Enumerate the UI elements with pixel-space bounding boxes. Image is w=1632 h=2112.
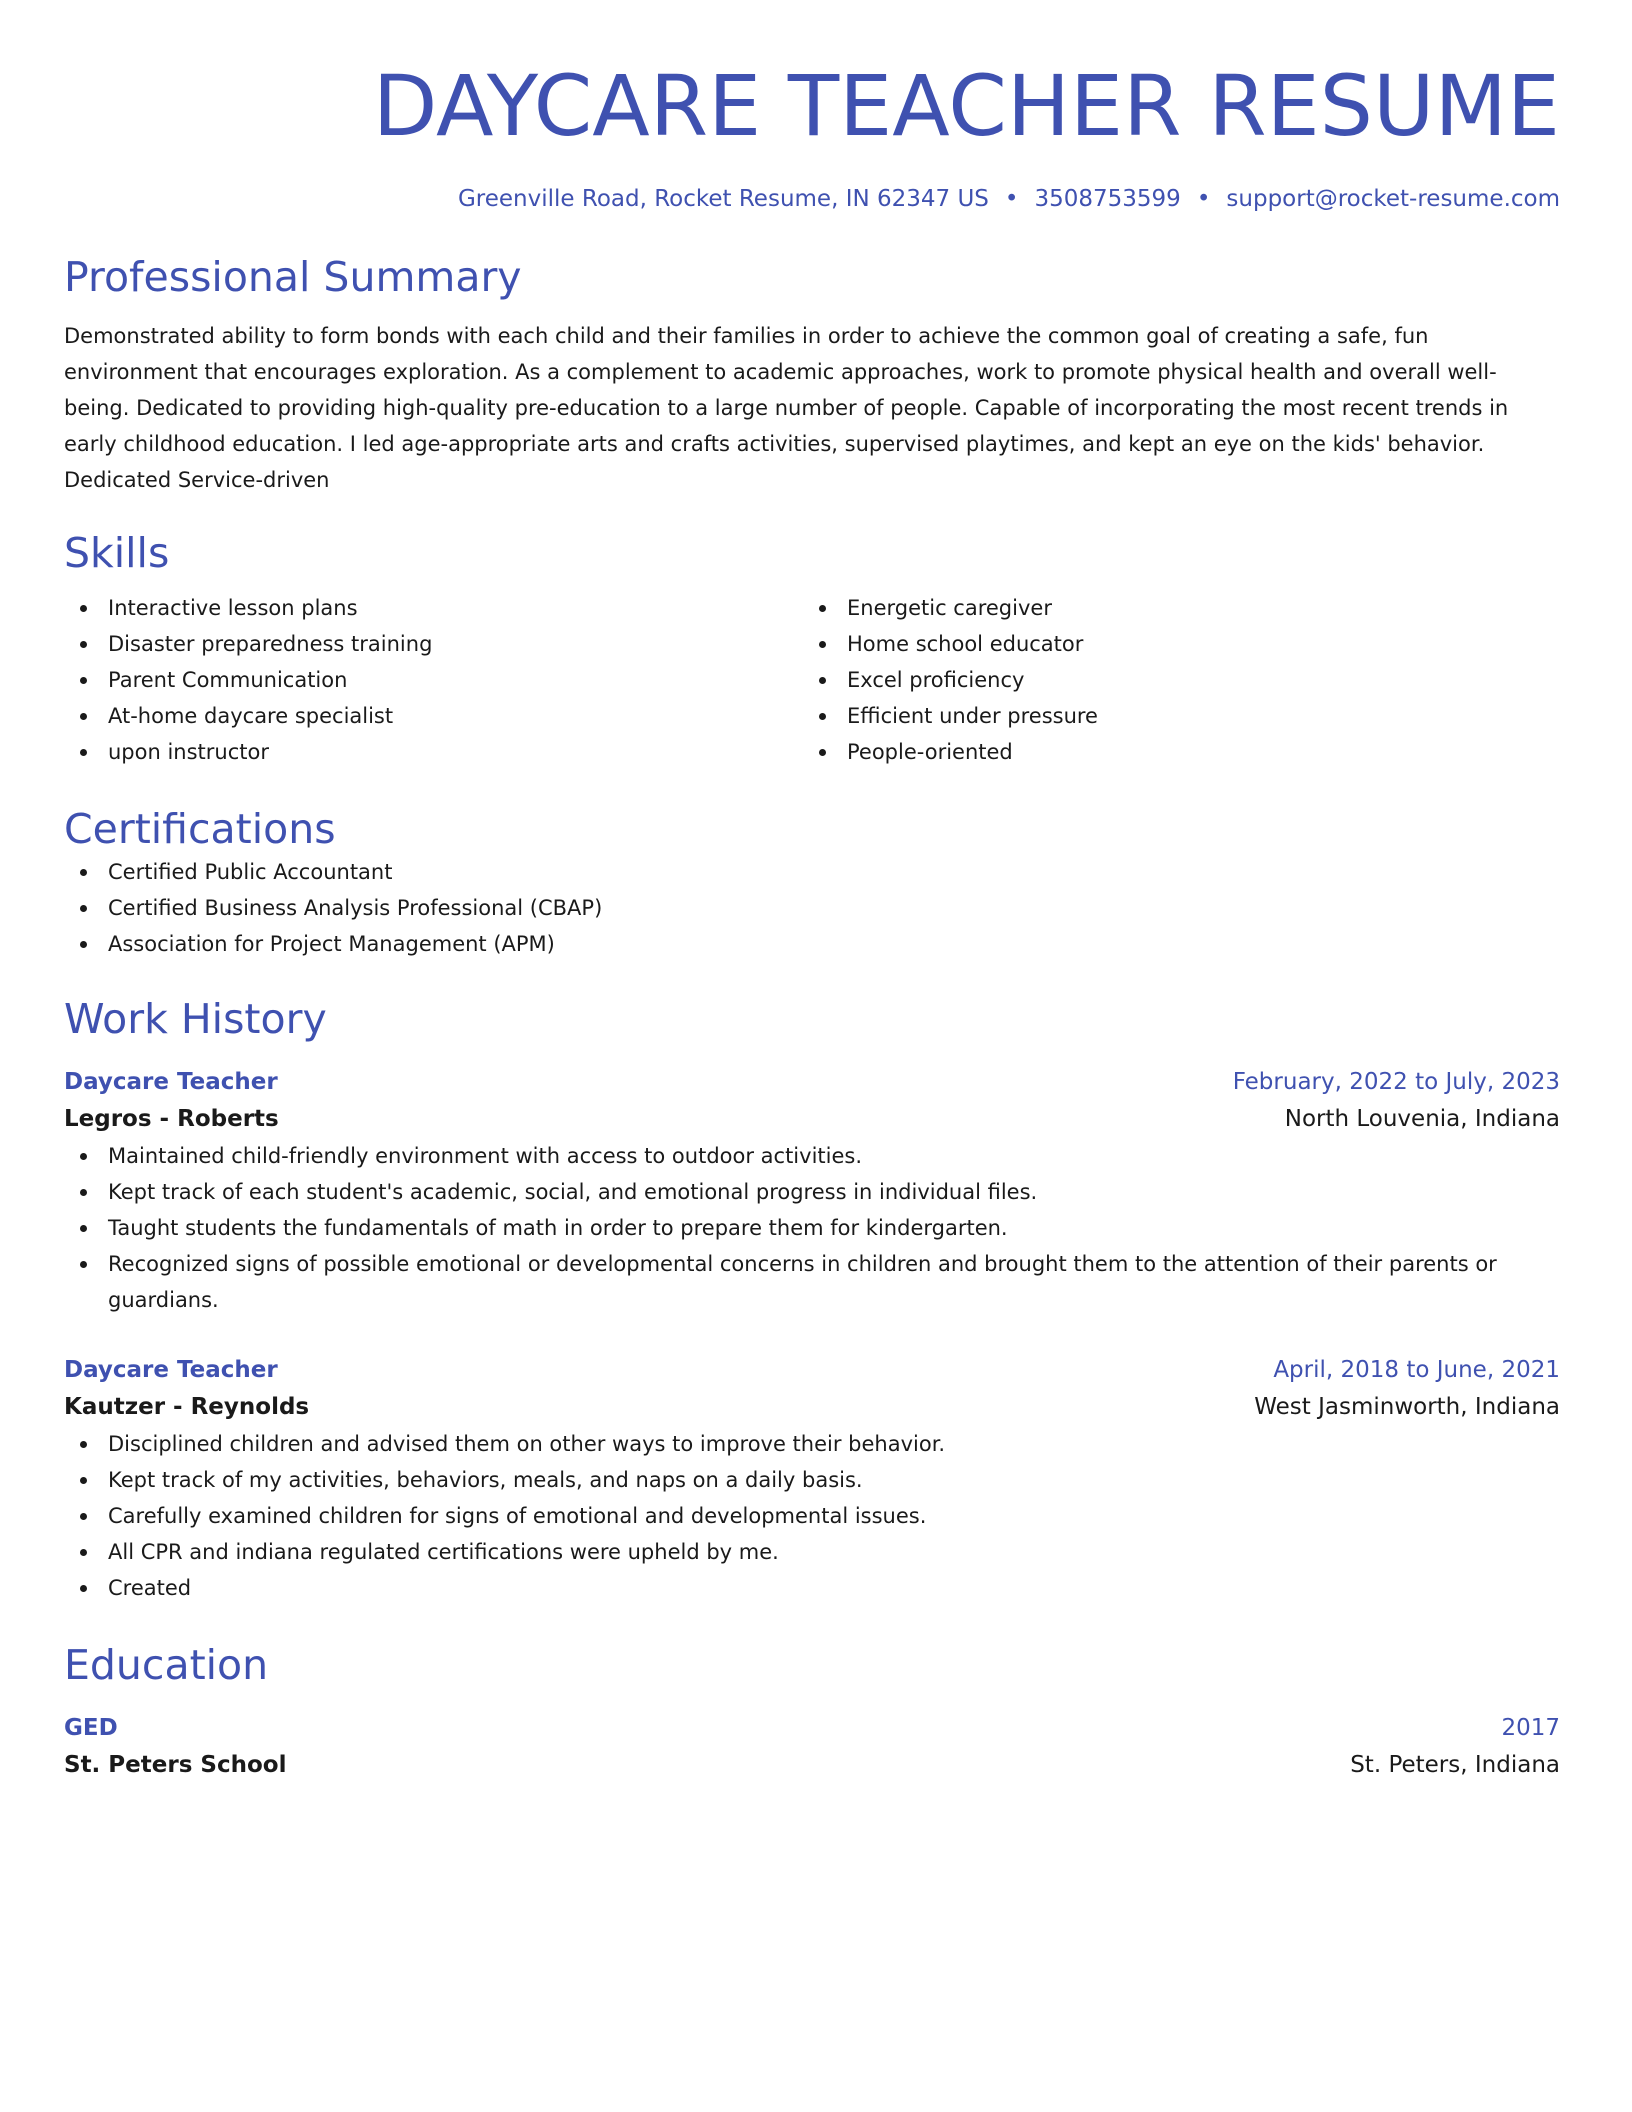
education-school: St. Peters School xyxy=(64,1752,287,1778)
job-duty-item: Taught students the fundamentals of math in order to prepare them for kindergarten. xyxy=(64,1210,1560,1246)
contact-address: Greenville Road, Rocket Resume, IN 62347 US xyxy=(457,186,989,212)
education-degree: GED xyxy=(64,1715,118,1741)
skill-item: At-home daycare specialist xyxy=(64,698,803,734)
skills-grid xyxy=(64,590,1560,770)
job-duty-item: Carefully examined children for signs of emotional and developmental issues. xyxy=(64,1498,1560,1534)
resume-page xyxy=(64,0,1560,1784)
job-title: Daycare Teacher xyxy=(64,1069,278,1095)
skill-item: Efficient under pressure xyxy=(803,698,1542,734)
job-duty-item: Kept track of each student's academic, social, and emotional progress in individual files. xyxy=(64,1174,1560,1210)
job-duties-list xyxy=(64,1426,1560,1606)
skills-column-right xyxy=(803,590,1542,770)
job-dates: April, 2018 to June, 2021 xyxy=(1273,1357,1560,1383)
skill-item: Interactive lesson plans xyxy=(64,590,803,626)
job-company-row xyxy=(64,1100,1560,1138)
job-duty-item: Recognized signs of possible emotional or developmental concerns in children and brought them to the attention of their parents or guardians. xyxy=(64,1246,1560,1318)
skill-item: Home school educator xyxy=(803,626,1542,662)
skills-list-left xyxy=(64,590,803,770)
skills-column-left xyxy=(64,590,803,770)
certifications-heading: Certifications xyxy=(64,805,336,853)
job-location: North Louvenia, Indiana xyxy=(1284,1106,1560,1132)
contact-separator: • xyxy=(1004,186,1019,212)
skills-heading: Skills xyxy=(64,529,170,577)
certification-item: Certified Public Accountant xyxy=(64,854,1560,890)
job-duty-item: Maintained child-friendly environment with access to outdoor activities. xyxy=(64,1138,1560,1174)
education-year: 2017 xyxy=(1501,1715,1560,1741)
skill-item: Disaster preparedness training xyxy=(64,626,803,662)
contact-line xyxy=(64,184,1560,214)
job-entry xyxy=(64,1352,1560,1606)
skills-list-right xyxy=(803,590,1542,770)
job-location: West Jasminworth, Indiana xyxy=(1254,1394,1560,1420)
contact-separator: • xyxy=(1196,186,1211,212)
job-entry xyxy=(64,1064,1560,1318)
contact-phone: 3508753599 xyxy=(1034,186,1181,212)
job-header-row xyxy=(64,1064,1560,1100)
contact-email: support@rocket-resume.com xyxy=(1226,186,1560,212)
certification-item: Association for Project Management (APM) xyxy=(64,926,1560,962)
job-company: Kautzer - Reynolds xyxy=(64,1394,310,1420)
education-location: St. Peters, Indiana xyxy=(1350,1752,1560,1778)
job-duty-item: Created xyxy=(64,1570,1560,1606)
certification-item: Certified Business Analysis Professional (CBAP) xyxy=(64,890,1560,926)
skill-item: People-oriented xyxy=(803,734,1542,770)
education-heading: Education xyxy=(64,1641,269,1689)
skill-item: Excel proficiency xyxy=(803,662,1542,698)
job-dates: February, 2022 to July, 2023 xyxy=(1232,1069,1560,1095)
skill-item: Energetic caregiver xyxy=(803,590,1542,626)
job-header-row xyxy=(64,1352,1560,1388)
education-entry xyxy=(64,1710,1560,1784)
job-duties-list xyxy=(64,1138,1560,1318)
skill-item: Parent Communication xyxy=(64,662,803,698)
summary-heading: Professional Summary xyxy=(64,253,522,301)
job-title: Daycare Teacher xyxy=(64,1357,278,1383)
job-company: Legros - Roberts xyxy=(64,1106,279,1132)
education-school-row xyxy=(64,1746,1560,1784)
job-duty-item: Disciplined children and advised them on other ways to improve their behavior. xyxy=(64,1426,1560,1462)
skill-item: upon instructor xyxy=(64,734,803,770)
certifications-list xyxy=(64,854,1560,962)
work-history-heading: Work History xyxy=(64,995,327,1043)
job-company-row xyxy=(64,1388,1560,1426)
summary-text: Demonstrated ability to form bonds with each child and their families in order to achieve the common goal of creating a safe, fun environment that encourages exploration. As a complement to academic approaches, work to promote physical health and overall well-being. Dedicated to providing high-quality pre-education to a large number of people. Capable of incorporating the most recent trends in early childhood education. I led age-appropriate arts and crafts activities, supervised playtimes, and kept an eye on the kids' behavior. Dedicated Service-driven xyxy=(64,324,1509,492)
education-header-row xyxy=(64,1710,1560,1746)
job-duty-item: All CPR and indiana regulated certifications were upheld by me. xyxy=(64,1534,1560,1570)
job-duty-item: Kept track of my activities, behaviors, meals, and naps on a daily basis. xyxy=(64,1462,1560,1498)
resume-title: DAYCARE TEACHER RESUME xyxy=(372,57,1560,155)
